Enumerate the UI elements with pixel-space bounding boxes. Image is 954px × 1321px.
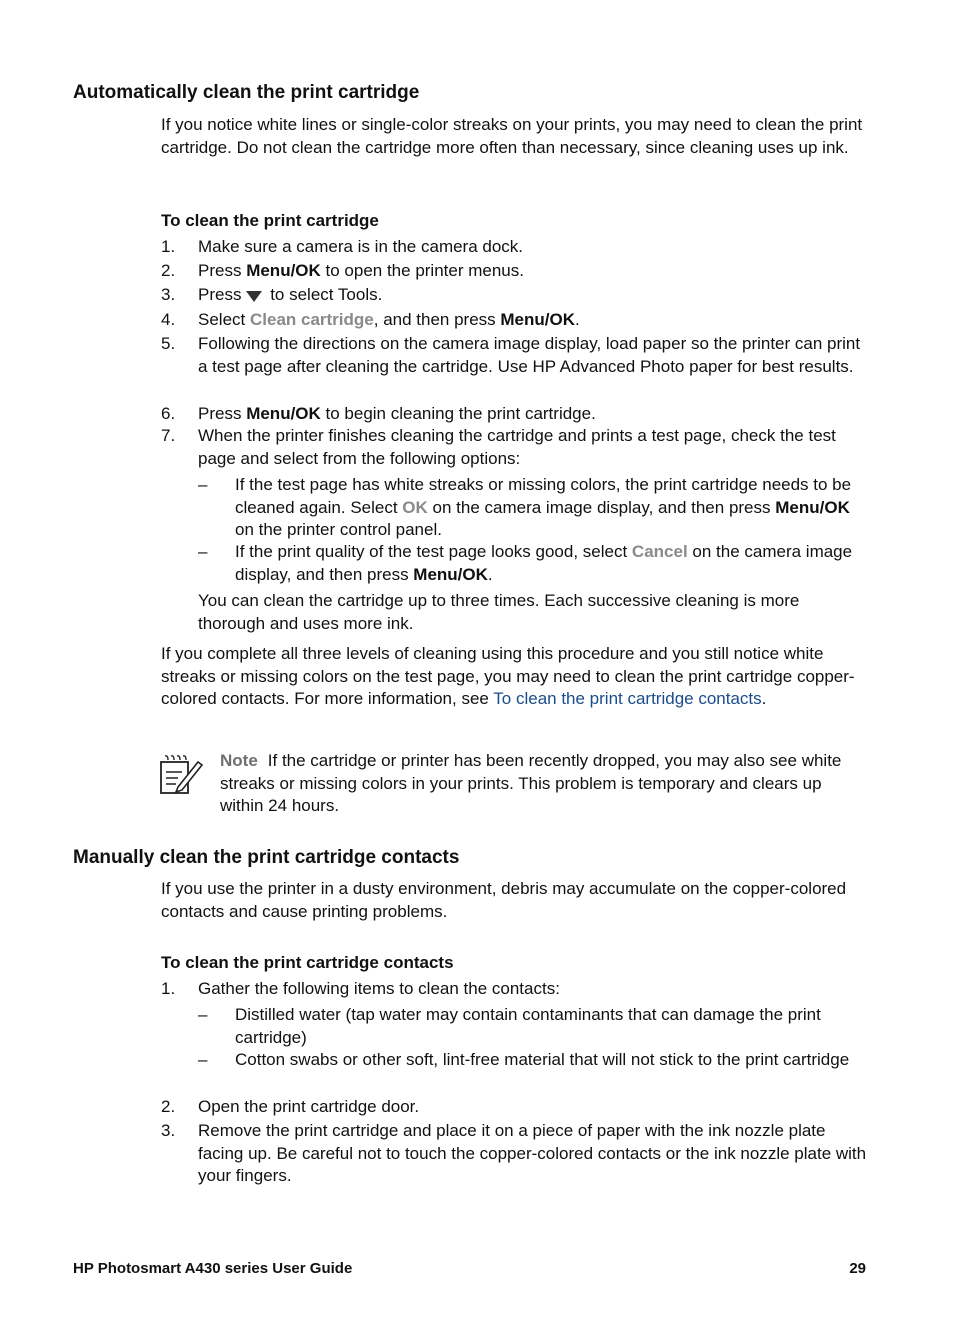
section-heading-auto-clean: Automatically clean the print cartridge bbox=[73, 82, 420, 103]
text-run: If the print quality of the test page looks good, select bbox=[235, 542, 632, 561]
ui-option-clean-cartridge: Clean cartridge bbox=[249, 310, 374, 329]
link-clean-contacts[interactable]: To clean the print cartridge contacts bbox=[493, 689, 762, 708]
list-number: 1. bbox=[161, 979, 176, 998]
dash-bullet: – bbox=[198, 475, 208, 494]
section-heading-manual-clean: Manually clean the print cartridge contacts bbox=[73, 847, 460, 868]
list-number: 4. bbox=[161, 310, 176, 329]
section-intro: If you use the printer in a dusty environment, debris may accumulate on the copper-colored contacts and cause printing problems. bbox=[161, 879, 847, 921]
text-run: to begin cleaning the print cartridge. bbox=[320, 404, 596, 423]
text-run: If you complete all three levels of cleaning using this procedure and you still notice white streaks or missing colors on the test page, you may need to clean the print cartridge copper-colored contacts. For more information, see bbox=[161, 644, 855, 708]
ui-option-cancel: Cancel bbox=[631, 542, 688, 561]
text-run: Select bbox=[198, 310, 250, 329]
text-run: . bbox=[487, 564, 493, 584]
text-run: on the camera image display, and then press bbox=[427, 497, 776, 517]
text-run: . bbox=[761, 689, 767, 708]
list-text: Gather the following items to clean the contacts: bbox=[198, 979, 560, 998]
list-number: 3. bbox=[161, 285, 176, 304]
list-text: Make sure a camera is in the camera dock. bbox=[198, 237, 524, 256]
text-run: Press bbox=[198, 261, 247, 280]
sub-list-text bbox=[235, 474, 869, 542]
text-run: to select Tools. bbox=[265, 285, 383, 304]
text-run: , and then press bbox=[373, 310, 501, 329]
ui-option-ok: OK bbox=[402, 497, 428, 517]
list-number: 2. bbox=[161, 261, 176, 280]
button-name-menu-ok: Menu/OK bbox=[775, 497, 850, 517]
note-body: If the cartridge or printer has been recently dropped, you may also see white streaks or missing colors in your prints. This problem is temporary and clears up within 24 hours. bbox=[220, 751, 842, 815]
dash-bullet: – bbox=[198, 1005, 208, 1024]
text-run: on the printer control panel. bbox=[235, 520, 442, 539]
button-name-menu-ok: Menu/OK bbox=[246, 404, 321, 423]
button-name-menu-ok: Menu/OK bbox=[413, 564, 488, 584]
list-number: 1. bbox=[161, 237, 176, 256]
sub-list-text: Cotton swabs or other soft, lint-free material that will not stick to the print cartridge bbox=[235, 1050, 850, 1069]
list-text bbox=[198, 403, 869, 426]
step-note: You can clean the cartridge up to three times. Each successive cleaning is more thorough and uses more ink. bbox=[198, 591, 800, 633]
followup-paragraph bbox=[161, 643, 869, 711]
button-name-menu-ok: Menu/OK bbox=[246, 261, 321, 280]
dash-bullet: – bbox=[198, 1050, 208, 1069]
note-label: Note bbox=[220, 751, 258, 770]
text-run: Press bbox=[198, 404, 247, 423]
text-run: Press bbox=[198, 285, 242, 304]
text-run: to open the printer menus. bbox=[320, 261, 524, 280]
list-number: 2. bbox=[161, 1097, 176, 1116]
footer-title: HP Photosmart A430 series User Guide bbox=[73, 1260, 353, 1277]
section-intro: If you notice white lines or single-color streaks on your prints, you may need to clean the print cartridge. Do not clean the cartridge more often than necessary, since cleaning uses up ink. bbox=[161, 115, 863, 157]
text-run: . bbox=[575, 310, 580, 329]
page-number: 29 bbox=[849, 1260, 866, 1277]
list-number: 5. bbox=[161, 334, 176, 353]
button-name-menu-ok: Menu/OK bbox=[500, 310, 575, 329]
list-number: 6. bbox=[161, 404, 176, 423]
list-text: When the printer finishes cleaning the cartridge and prints a test page, check the test page and select from the following options: bbox=[198, 426, 836, 468]
list-text bbox=[198, 284, 869, 307]
procedure-title: To clean the print cartridge bbox=[161, 211, 379, 230]
sub-list-text: Distilled water (tap water may contain contaminants that can damage the print cartridge) bbox=[235, 1005, 821, 1047]
note-icon bbox=[158, 754, 204, 796]
list-text: Following the directions on the camera image display, load paper so the printer can print a test page after cleaning the cartridge. Use HP Advanced Photo paper for best results. bbox=[198, 334, 861, 376]
list-text: Open the print cartridge door. bbox=[198, 1097, 420, 1116]
procedure-title: To clean the print cartridge contacts bbox=[161, 953, 454, 972]
list-number: 3. bbox=[161, 1121, 176, 1140]
sub-list-text bbox=[235, 541, 869, 586]
list-text bbox=[198, 260, 869, 283]
list-number: 7. bbox=[161, 426, 176, 445]
text-run: on the camera image display, and then press bbox=[235, 542, 853, 584]
list-text: Remove the print cartridge and place it on a piece of paper with the ink nozzle plate facing up. Be careful not to touch the copper-colored contacts or the ink nozzle plate with your fingers. bbox=[198, 1121, 867, 1185]
note-callout bbox=[220, 750, 860, 818]
list-text bbox=[198, 309, 869, 332]
text-run: If the test page has white streaks or missing colors, the print cartridge needs to be cleaned again. Select bbox=[235, 475, 852, 517]
down-arrow-icon bbox=[246, 291, 262, 302]
dash-bullet: – bbox=[198, 542, 208, 561]
